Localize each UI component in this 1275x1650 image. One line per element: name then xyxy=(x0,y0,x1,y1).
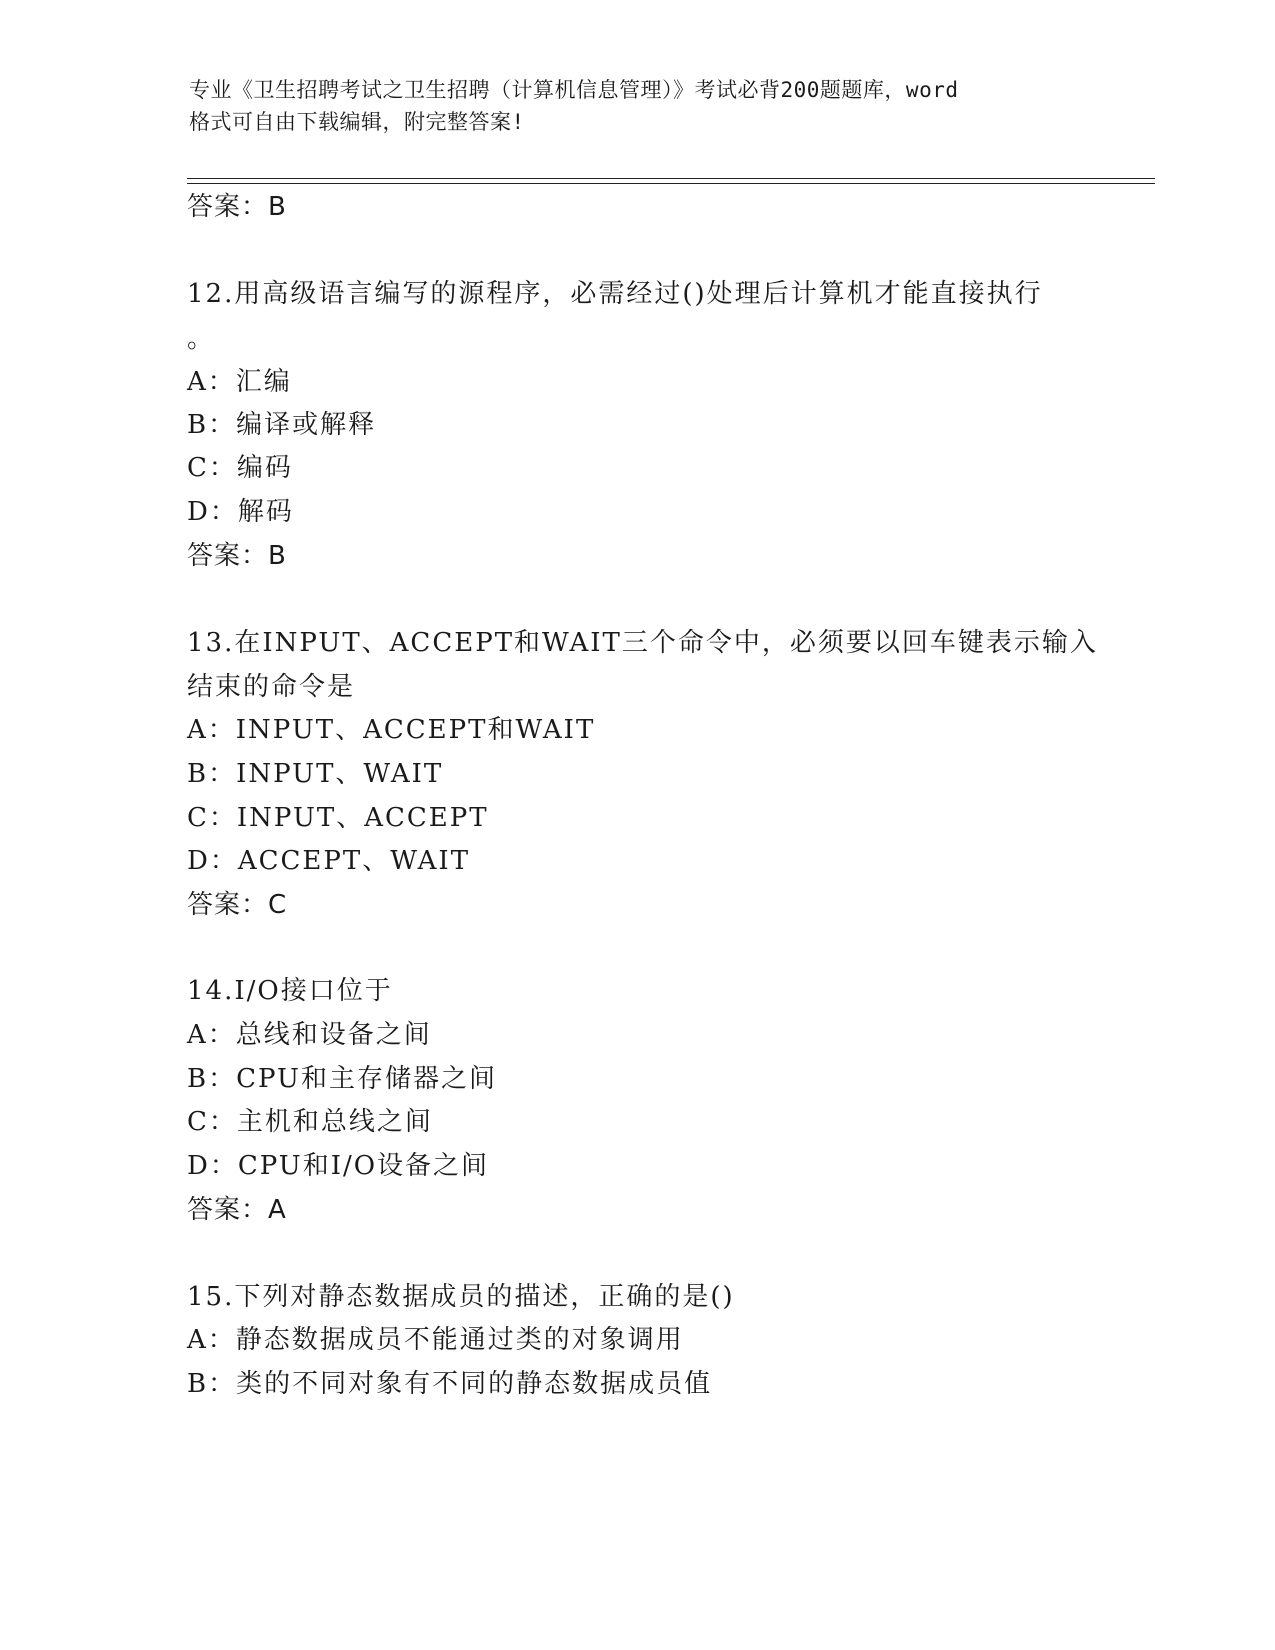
question-14-option-c: C：主机和总线之间 xyxy=(187,1107,433,1137)
question-12-option-b: B：编译或解释 xyxy=(187,410,377,440)
header-divider-bottom xyxy=(187,183,1155,184)
question-12-text-line-1: 12.用高级语言编写的源程序，必需经过()处理后计算机才能直接执行 xyxy=(187,279,1043,309)
question-12-option-d: D：解码 xyxy=(187,497,294,527)
header-divider-top xyxy=(187,178,1155,179)
question-13-option-c: C：INPUT、ACCEPT xyxy=(187,803,489,833)
question-14-option-d: D：CPU和I/O设备之间 xyxy=(187,1151,490,1181)
document-header xyxy=(189,74,1089,138)
question-15-text: 15.下列对静态数据成员的描述，正确的是() xyxy=(187,1282,735,1312)
question-12-option-c: C：编码 xyxy=(187,453,293,483)
question-13-option-d: D：ACCEPT、WAIT xyxy=(187,846,471,876)
question-13-text-line-1: 13.在INPUT、ACCEPT和WAIT三个命令中，必须要以回车键表示输入 xyxy=(187,628,1098,658)
answer-line: 答案：B xyxy=(187,192,287,222)
question-13-text-line-2: 结束的命令是 xyxy=(187,672,356,702)
question-13-option-b: B：INPUT、WAIT xyxy=(187,759,444,789)
question-14-option-b: B：CPU和主存储器之间 xyxy=(187,1064,497,1094)
question-14-text: 14.I/O接口位于 xyxy=(187,976,393,1006)
question-13-option-a: A：INPUT、ACCEPT和WAIT xyxy=(187,715,596,745)
question-12-text-line-2: 。 xyxy=(187,324,216,354)
header-line-2: 格式可自由下载编辑，附完整答案! xyxy=(189,110,525,134)
question-13-answer: 答案：C xyxy=(187,890,288,920)
question-12-answer: 答案：B xyxy=(187,541,287,571)
question-12-option-a: A：汇编 xyxy=(187,367,292,397)
question-14-answer: 答案：A xyxy=(187,1195,287,1225)
question-15-option-a: A：静态数据成员不能通过类的对象调用 xyxy=(187,1325,684,1355)
question-15-option-b: B：类的不同对象有不同的静态数据成员值 xyxy=(187,1369,713,1399)
question-14-option-a: A：总线和设备之间 xyxy=(187,1020,432,1050)
header-line-1: 专业《卫生招聘考试之卫生招聘（计算机信息管理）》考试必背200题题库，word xyxy=(189,78,959,102)
